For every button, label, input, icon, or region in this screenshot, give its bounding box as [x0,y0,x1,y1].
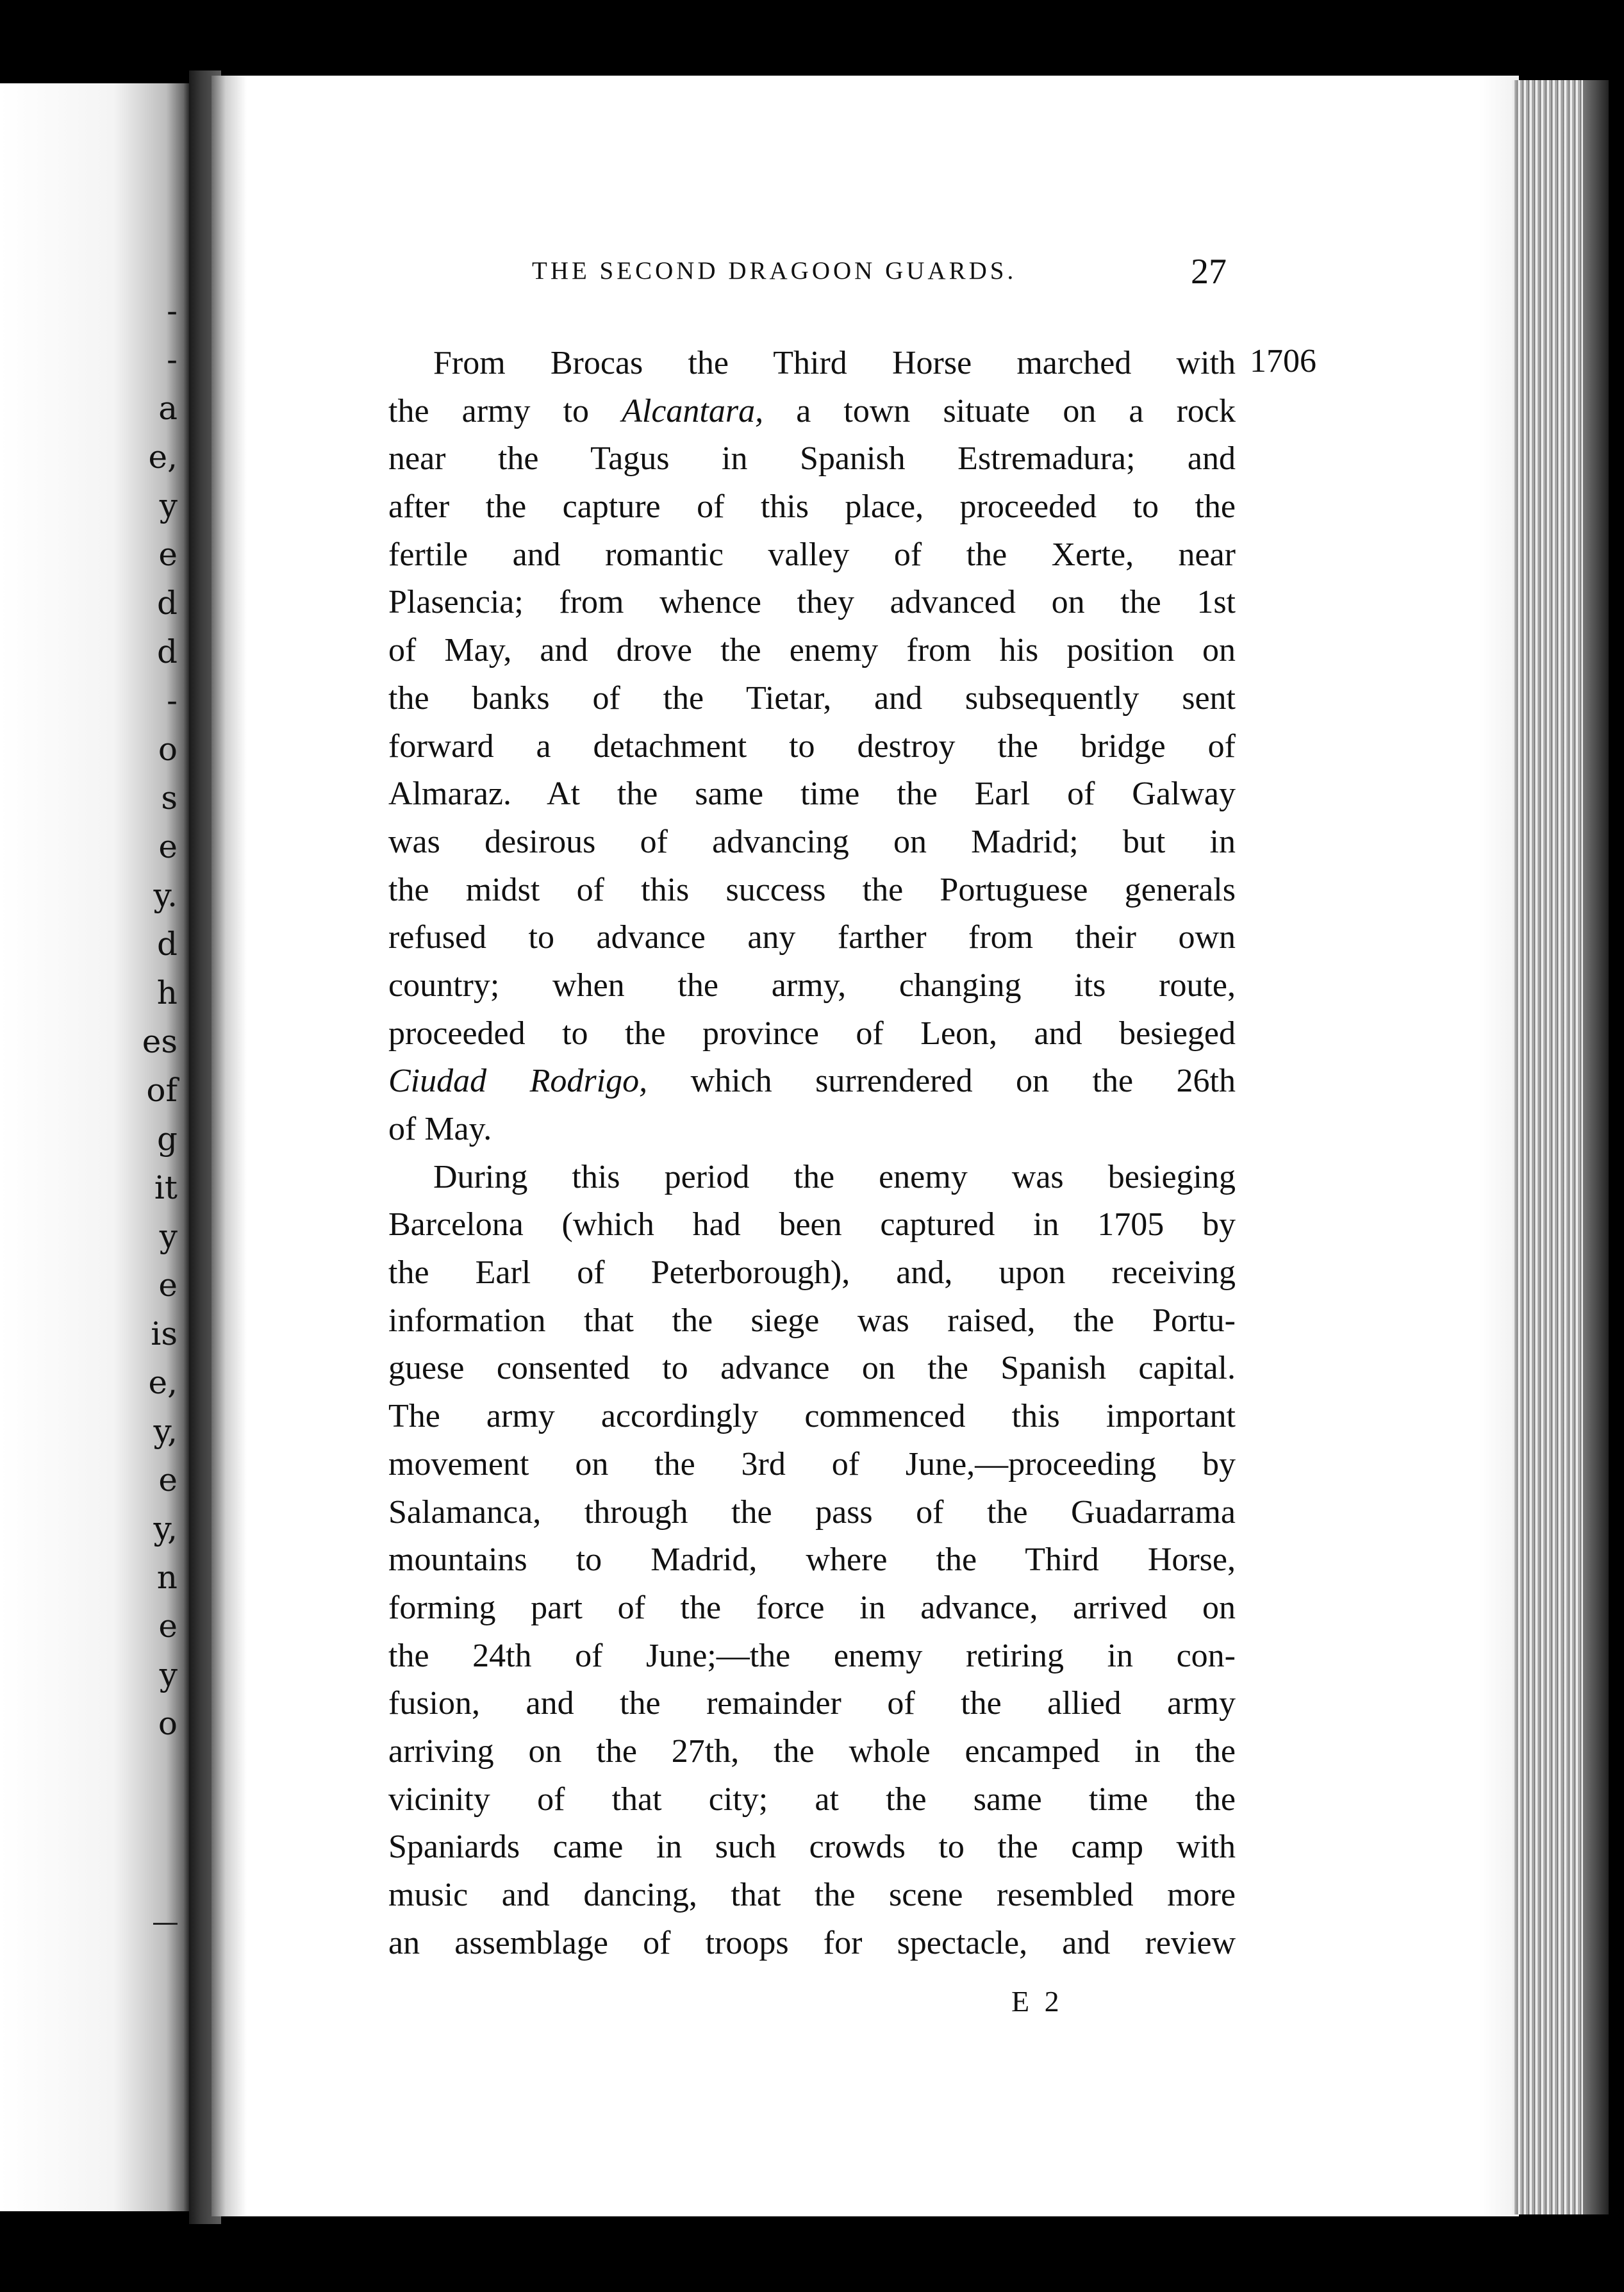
marginal-year-note: 1706 [1250,343,1316,379]
text-run: near the Tagus in Spanish Estremadura; and [388,440,1236,478]
text-run: During this period the enemy was besieging [433,1158,1236,1195]
text-line [388,1584,1236,1632]
text-run: fertile and romantic valley of the Xerte, near [388,536,1236,573]
left-page-fragment: y [159,487,178,524]
text-run: the 24th of June;—the enemy retiring in con- [388,1637,1236,1674]
text-line [388,914,1236,962]
text-run: vicinity of that city; at the same time the [388,1781,1236,1818]
left-page-fragment: - [167,682,178,719]
text-line [388,1680,1236,1728]
text-line [388,1632,1236,1681]
text-line [388,1345,1236,1393]
text-run: after the capture of this place, proceeded to the [388,488,1236,526]
left-page-fragment: e [158,536,178,573]
left-page-fragment: n [156,1559,178,1596]
body-text [388,340,1236,1967]
left-page-fragment: g [156,1120,178,1158]
text-line [388,1776,1236,1824]
left-page-edge [0,83,189,2211]
left-page-fragment: - [167,292,178,329]
text-run: forming part of the force in advance, arrived on [388,1589,1236,1626]
text-run: proceeded to the province of Leon, and besieged [388,1015,1236,1052]
text-line [388,962,1236,1010]
signature-mark: E 2 [1011,1985,1063,2018]
text-line [388,579,1236,627]
text-run: Spaniards came in such crowds to the camp with [388,1829,1236,1866]
left-page-fragment: s [161,779,178,817]
left-page-fragment: e [158,1461,178,1499]
text-run: Almaraz. At the same time the Earl of Galway [388,776,1236,813]
left-page-fragment: o [158,1705,178,1742]
text-run: the banks of the Tietar, and subsequently sent [388,679,1236,717]
text-run: mountains to Madrid, where the Third Horse, [388,1541,1236,1579]
left-page-fragment: is [151,1315,178,1352]
text-line [388,1920,1236,1968]
left-page-fragment: - [167,341,178,378]
text-line [388,1441,1236,1489]
left-page-fragment: y. [153,877,178,914]
left-page-fragment: a [158,390,178,427]
text-line [388,340,1236,388]
left-page-fragment: y, [153,1413,178,1450]
text-run: Salamanca, through the pass of the Guadarrama [388,1493,1236,1531]
left-page-fragment: y [159,1656,178,1693]
running-head-title: THE SECOND DRAGOON GUARDS. [532,257,1017,285]
text-run: The army accordingly commenced this important [388,1398,1236,1435]
text-run: the midst of this success the Portuguese generals [388,871,1236,908]
text-run: country; when the army, changing its route, [388,967,1236,1004]
text-run: an assemblage of troops for spectacle, and review [388,1924,1236,1961]
text-run: Barcelona (which had been captured in 1705 by [388,1206,1236,1243]
italic-place-name: Alcantara, [622,392,764,429]
text-line [388,1489,1236,1537]
text-run: of May. [388,1111,492,1147]
page-fore-edge [1512,80,1589,2214]
left-page-fragment: it [154,1169,178,1206]
fore-edge-shadow [1583,80,1609,2214]
text-run: music and dancing, that the scene resembled more [388,1877,1236,1913]
text-run: the Earl of Peterborough), and, upon receiving [388,1254,1236,1291]
text-line [388,1872,1236,1920]
text-line [388,483,1236,531]
text-line [388,1728,1236,1776]
left-page-fragment: e [158,828,178,865]
text-line [388,1536,1236,1584]
left-page-fragment: h [156,974,178,1011]
text-run: the army to [388,392,622,429]
left-page-fragment: y [159,1218,178,1255]
left-page-fragment: e, [148,438,178,476]
text-line [388,627,1236,675]
text-line [388,770,1236,818]
page-number: 27 [1191,252,1227,292]
text-run: a town situate on a rock [763,392,1236,429]
text-run: From Brocas the Third Horse marched with [433,345,1236,381]
text-line [388,1249,1236,1297]
text-line [388,1106,1236,1154]
text-run: of May, and drove the enemy from his position on [388,632,1236,669]
text-line [388,867,1236,915]
text-run: refused to advance any farther from their own [388,919,1236,956]
text-line [388,1201,1236,1249]
text-run: forward a detachment to destroy the bridge of [388,727,1236,765]
text-line [388,675,1236,723]
text-run: was desirous of advancing on Madrid; but in [388,823,1236,860]
text-line [388,1154,1236,1202]
text-line [388,1297,1236,1345]
text-line [388,1010,1236,1058]
left-page-fragment: d [156,633,178,670]
text-run: Plasencia; from whence they advanced on the 1st [388,584,1236,621]
text-line [388,1393,1236,1441]
text-run: movement on the 3rd of June,—proceeding by [388,1445,1236,1482]
left-page-rule [153,1923,178,1925]
italic-place-name: Ciudad Rodrigo, [388,1063,648,1100]
text-run: which surrendered on the 26th [647,1063,1236,1100]
left-page-fragment: y, [153,1510,178,1547]
left-page-fragment: e [158,1607,178,1645]
left-page-fragment: d [156,585,178,622]
left-page-fragment: d [156,926,178,963]
left-page-fragment: of [146,1072,178,1109]
text-line [388,1823,1236,1872]
text-line [388,723,1236,771]
text-line [388,531,1236,579]
text-line [388,1058,1236,1106]
left-page-fragment: o [158,731,178,768]
left-page-fragment: es [142,1023,178,1060]
text-run: arriving on the 27th, the whole encamped in the [388,1732,1236,1770]
text-run: guese consented to advance on the Spanish capital. [388,1350,1236,1387]
left-page-fragment: e [158,1266,178,1304]
text-run: information that the siege was raised, the Portu- [388,1302,1236,1339]
text-line [388,818,1236,867]
text-line [388,435,1236,483]
text-run: fusion, and the remainder of the allied army [388,1685,1236,1722]
left-page-fragment: e, [148,1364,178,1401]
text-line [388,388,1236,436]
